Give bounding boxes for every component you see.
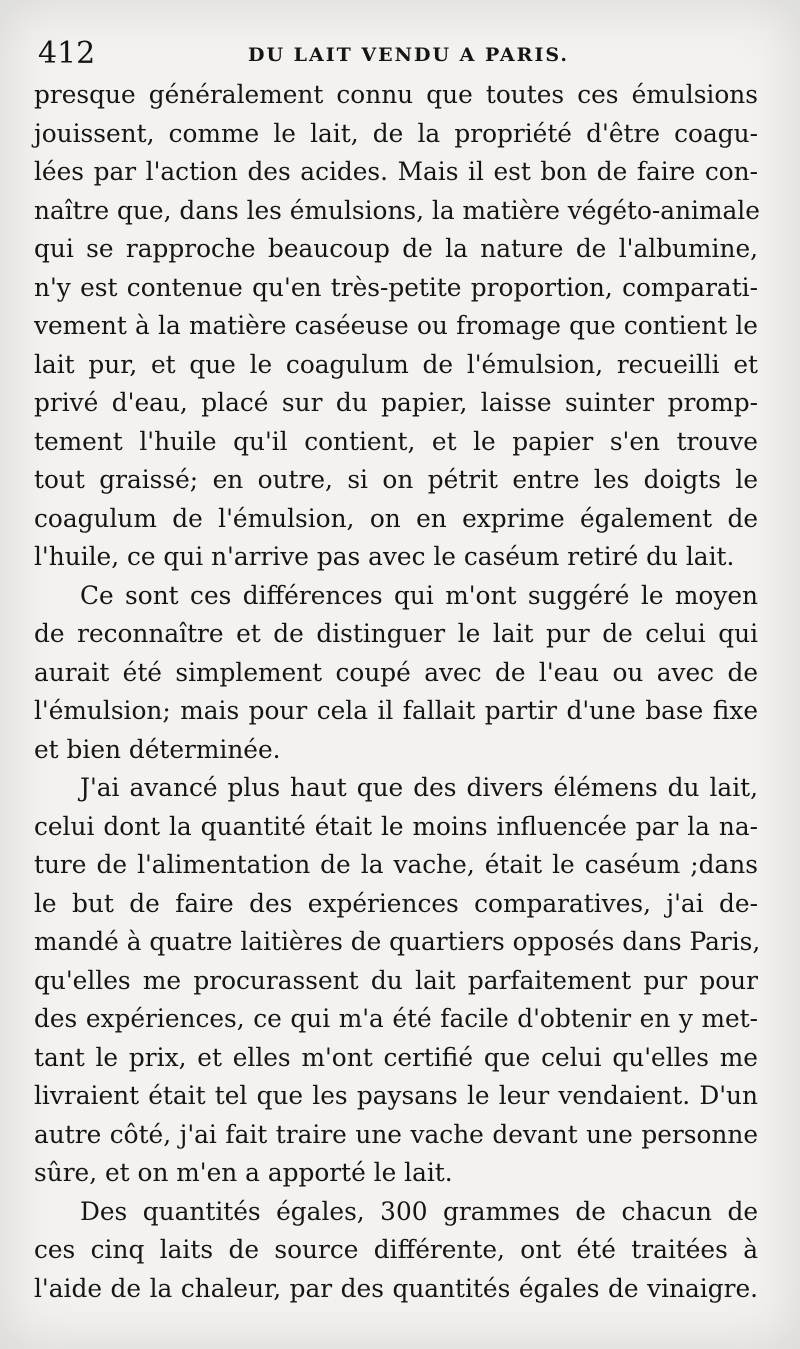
text-line: jouissent, comme le lait, de la propriété d'être coagu-: [34, 118, 758, 148]
text-line: lées par l'action des acides. Mais il est bon de faire con-: [34, 157, 758, 186]
text-line: J'ai avancé plus haut que des divers élémens du lait,: [80, 773, 758, 802]
text-line: coagulum de l'émulsion, on en exprime également de: [34, 503, 758, 533]
text-line: Des quantités égales, 300 grammes de chacun de: [80, 1196, 758, 1226]
running-head: [38, 36, 758, 76]
text-line: et bien déterminée.: [34, 734, 281, 764]
page-number: 412: [38, 36, 96, 71]
text-line: tout graissé; en outre, si on pétrit entre les doigts le: [34, 465, 758, 494]
text-line: mandé à quatre laitières de quartiers opposés dans Paris,: [34, 927, 761, 956]
text-line: aurait été simplement coupé avec de l'eau ou avec de: [34, 657, 758, 687]
paragraph-2: [34, 577, 758, 770]
text-line: vement à la matière caséeuse ou fromage que contient le: [34, 311, 758, 340]
paragraph-1: [34, 76, 758, 577]
text-line: presque généralement connu que toutes ces émulsions: [34, 80, 758, 109]
text-line: Ce sont ces différences qui m'ont suggéré le moyen: [80, 580, 758, 610]
running-title: DU LAIT VENDU A PARIS.: [248, 44, 569, 66]
text-line: tant le prix, et elles m'ont certifié que celui qu'elles me: [34, 1042, 758, 1072]
text-line: qui se rapproche beaucoup de la nature de l'albumine,: [34, 234, 758, 263]
text-line: ture de l'alimentation de la vache, était le caséum ;dans: [34, 850, 758, 879]
text-line: privé d'eau, placé sur du papier, laisse suinter promp-: [34, 388, 758, 417]
body-text: [34, 76, 761, 1308]
text-line: tement l'huile qu'il contient, et le papier s'en trouve: [34, 426, 758, 456]
text-line: le but de faire des expériences comparatives, j'ai de-: [34, 888, 758, 918]
text-line: sûre, et on m'en a apporté le lait.: [34, 1158, 453, 1187]
text-line: de reconnaître et de distinguer le lait pur de celui qui: [34, 619, 758, 648]
text-line: lait pur, et que le coagulum de l'émulsion, recueilli et: [34, 349, 758, 379]
text-line: l'émulsion; mais pour cela il fallait partir d'une base fixe: [34, 696, 758, 725]
text-line: autre côté, j'ai fait traire une vache devant une personne: [34, 1119, 758, 1149]
paragraph-3: [34, 769, 761, 1193]
text-line: ces cinq laits de source différente, ont été traitées à: [34, 1235, 758, 1264]
text-line: des expériences, ce qui m'a été facile d'obtenir en y met-: [34, 1004, 758, 1033]
text-line: qu'elles me procurassent du lait parfaitement pur pour: [34, 965, 758, 995]
paragraph-4: [34, 1193, 758, 1309]
text-line: livraient était tel que les paysans le leur vendaient. D'un: [34, 1081, 758, 1110]
text-line: celui dont la quantité était le moins influencée par la na-: [34, 811, 758, 841]
text-line: n'y est contenue qu'en très-petite proportion, comparati-: [34, 272, 758, 302]
text-line: l'huile, ce qui n'arrive pas avec le caséum retiré du lait.: [34, 542, 735, 571]
text-line: naître que, dans les émulsions, la matière végéto-animale: [34, 195, 760, 225]
text-line: l'aide de la chaleur, par des quantités égales de vinaigre.: [34, 1273, 758, 1303]
